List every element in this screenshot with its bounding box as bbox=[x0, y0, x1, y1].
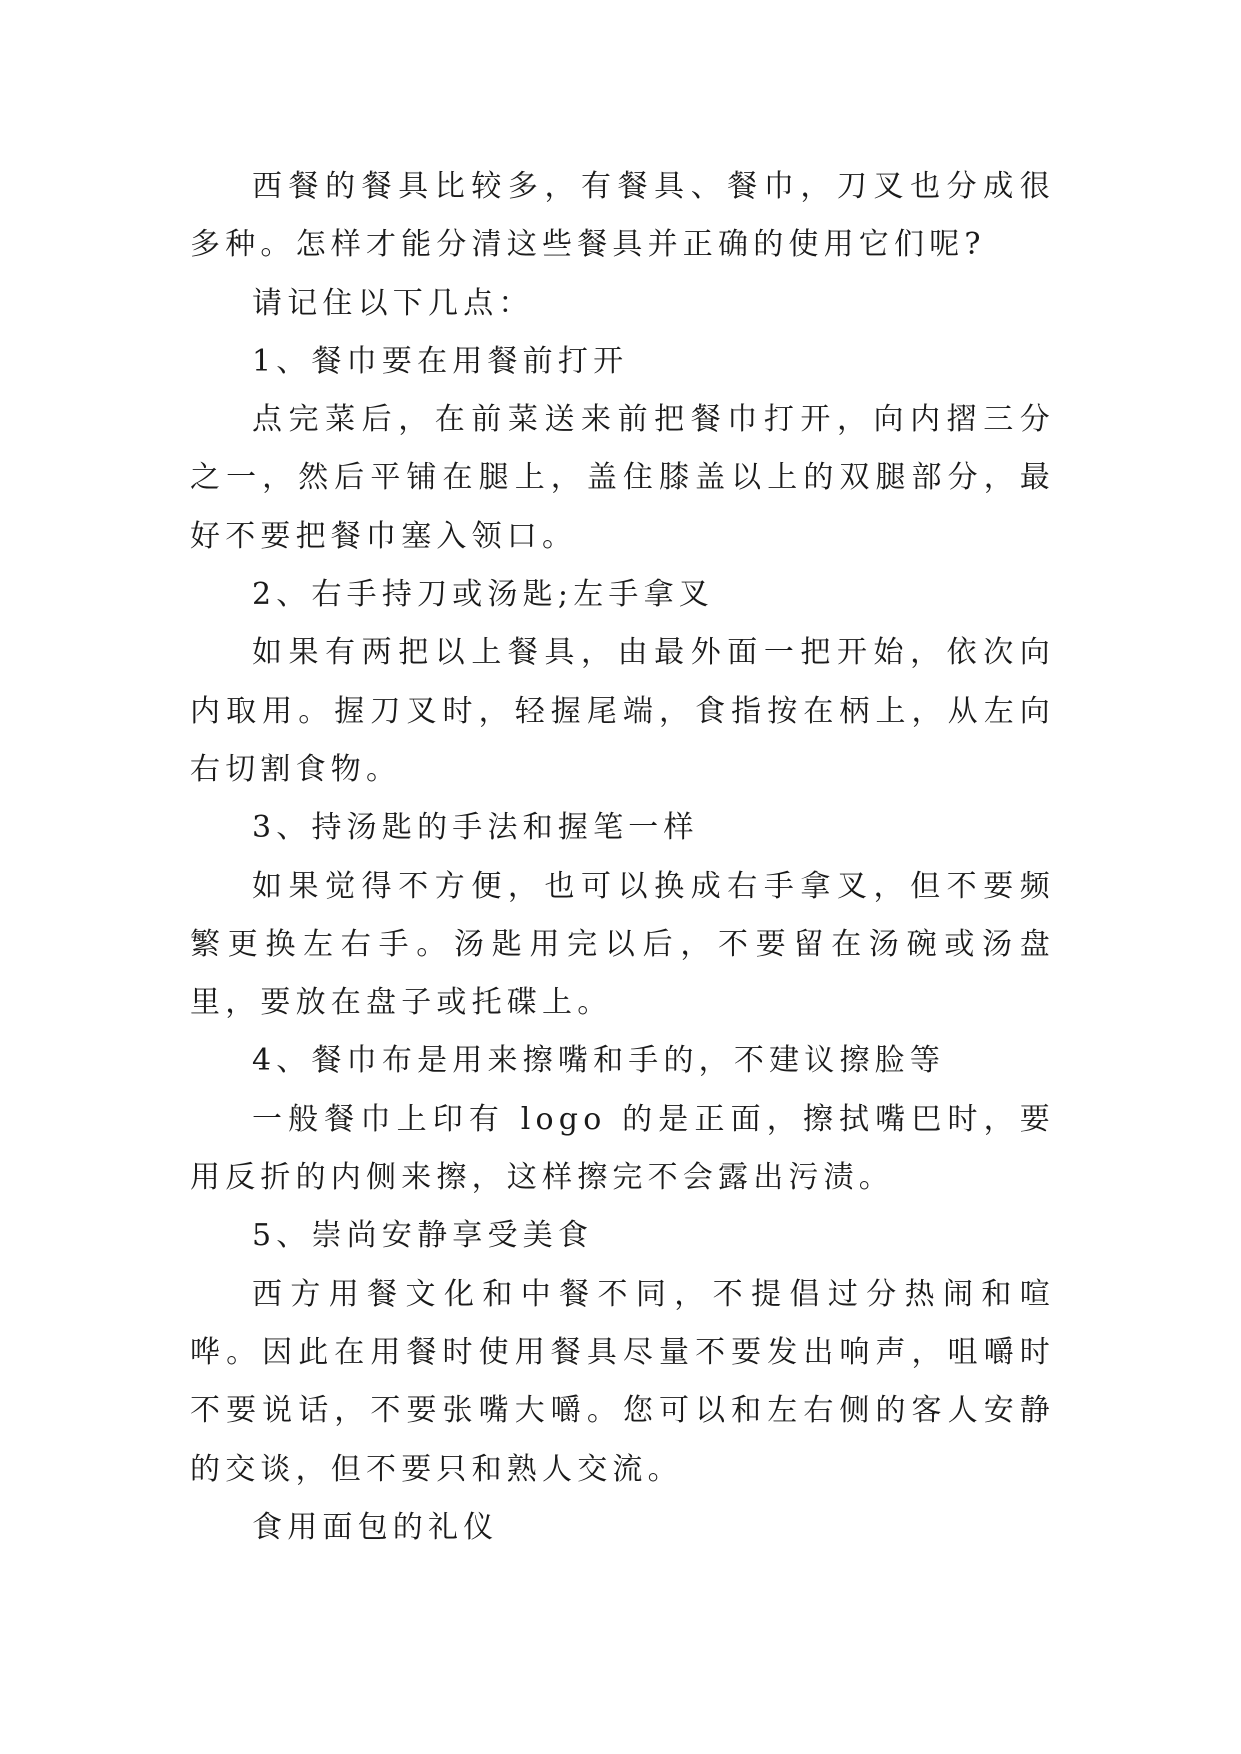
paragraph-point-2: 如果有两把以上餐具，由最外面一把开始，依次向内取用。握刀叉时，轻握尾端，食指按在柄上，从左向右切割食物。 bbox=[190, 635, 1055, 787]
paragraph-point-5: 西方用餐文化和中餐不同，不提倡过分热闹和喧哗。因此在用餐时使用餐具尽量不要发出响声，咀嚼时不要说话，不要张嘴大嚼。您可以和左右侧的客人安静的交谈，但不要只和熟人交流。 bbox=[190, 1276, 1055, 1487]
paragraph-intro: 西餐的餐具比较多，有餐具、餐巾，刀叉也分成很多种。怎样才能分清这些餐具并正确的使用它们呢? bbox=[190, 169, 1055, 263]
paragraph-remember: 请记住以下几点： bbox=[252, 285, 534, 321]
document-body bbox=[190, 158, 1055, 1557]
heading-point-2: 2、右手持刀或汤匙;左手拿叉 bbox=[252, 577, 714, 613]
heading-point-5: 5、崇尚安静享受美食 bbox=[252, 1218, 594, 1254]
heading-point-3: 3、持汤匙的手法和握笔一样 bbox=[252, 810, 699, 846]
paragraph-point-1: 点完菜后，在前菜送来前把餐巾打开，向内摺三分之一，然后平铺在腿上，盖住膝盖以上的双腿部分，最好不要把餐巾塞入领口。 bbox=[190, 402, 1055, 554]
heading-bread-etiquette: 食用面包的礼仪 bbox=[252, 1509, 499, 1545]
heading-point-1: 1、餐巾要在用餐前打开 bbox=[252, 343, 629, 379]
paragraph-point-3: 如果觉得不方便，也可以换成右手拿叉，但不要频繁更换左右手。汤匙用完以后，不要留在汤碗或汤盘里，要放在盘子或托碟上。 bbox=[190, 868, 1055, 1021]
heading-point-4: 4、餐巾布是用来擦嘴和手的，不建议擦脸等 bbox=[252, 1043, 946, 1079]
paragraph-point-4: 一般餐巾上印有 logo 的是正面，擦拭嘴巴时，要用反折的内侧来擦，这样擦完不会露出污渍。 bbox=[190, 1101, 1055, 1196]
